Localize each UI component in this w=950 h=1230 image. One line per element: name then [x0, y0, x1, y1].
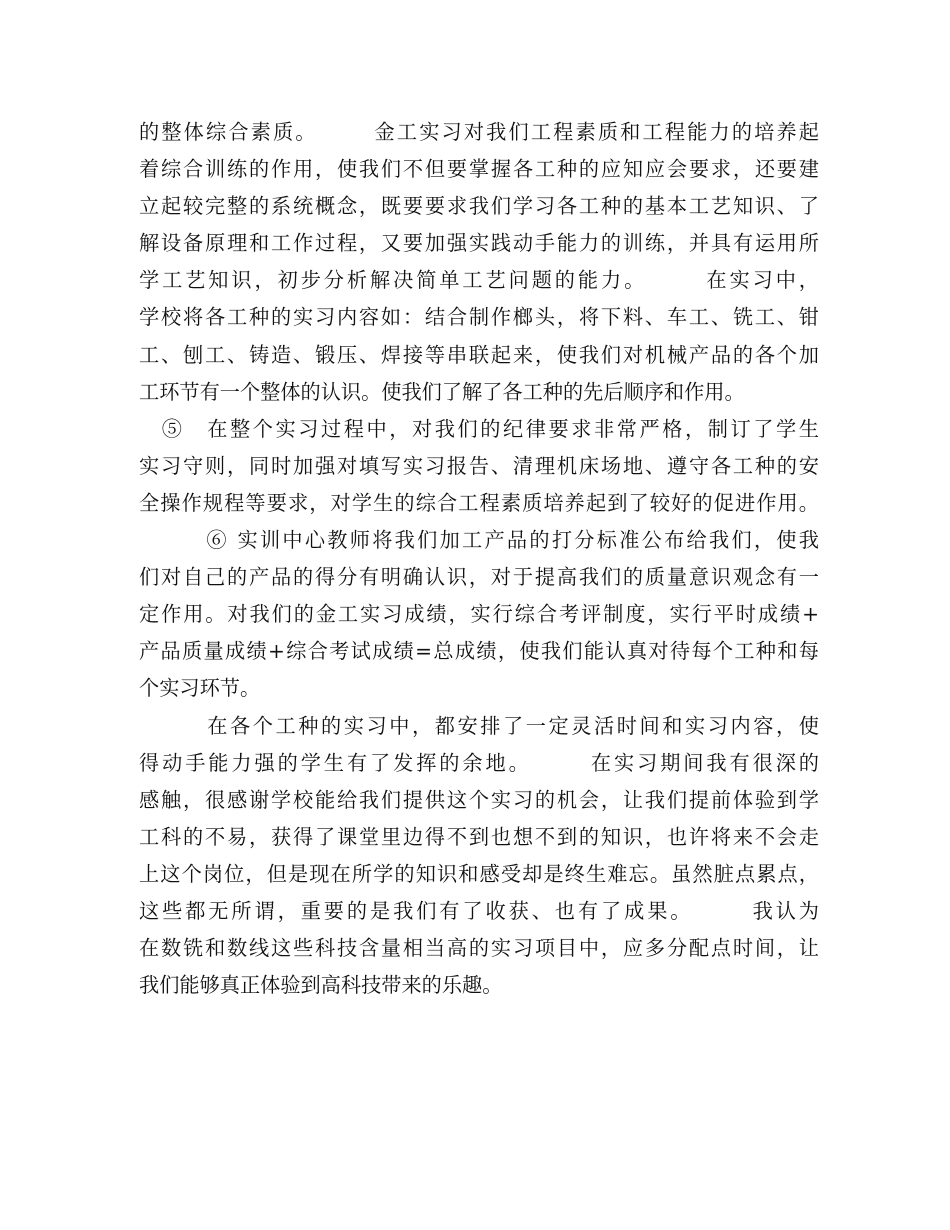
- text-line: ⑤ 在整个实习过程中，对我们的纪律要求非常严格，制订了学生: [139, 416, 819, 441]
- text-line: 学校将各工种的实习内容如：结合制作榔头，将下料、车工、铣工、钳: [139, 305, 819, 330]
- text-line: 个实习环节。: [139, 676, 261, 701]
- text-line: 上这个岗位，但是现在所学的知识和感受却是终生难忘。虽然脏点累点，: [139, 861, 819, 886]
- text-line: 的整体综合素质。 金工实习对我们工程素质和工程能力的培养起: [139, 120, 819, 144]
- text-line: 们对自己的产品的得分有明确认识，对于提高我们的质量意识观念有一: [139, 565, 819, 590]
- text-line: 解设备原理和工作过程，又要加强实践动手能力的训练，并具有运用所: [139, 231, 819, 256]
- body-text: [139, 114, 819, 1004]
- text-line: 感触，很感谢学校能给我们提供这个实习的机会，让我们提前体验到学: [139, 787, 819, 812]
- text-line: 得动手能力强的学生有了发挥的余地。 在实习期间我有很深的: [139, 750, 819, 775]
- text-line: 我们能够真正体验到高科技带来的乐趣。: [139, 973, 503, 998]
- text-line: 定作用。对我们的金工实习成绩，实行综合考评制度，实行平时成绩+: [139, 602, 819, 627]
- text-line: 这些都无所谓，重要的是我们有了收获、也有了成果。 我认为: [139, 898, 819, 923]
- text-line: 着综合训练的作用，使我们不但要掌握各工种的应知应会要求，还要建: [139, 157, 819, 182]
- text-line: 产品质量成绩+综合考试成绩=总成绩，使我们能认真对待每个工种和每: [139, 639, 819, 664]
- text-line: 立起较完整的系统概念，既要要求我们学习各工种的基本工艺知识、了: [139, 194, 819, 219]
- text-line: 学工艺知识，初步分析解决简单工艺问题的能力。 在实习中，: [139, 268, 819, 293]
- text-line: 全操作规程等要求，对学生的综合工程素质培养起到了较好的促进作用。: [139, 490, 819, 515]
- text-line: ⑥ 实训中心教师将我们加工产品的打分标准公布给我们，使我: [139, 528, 819, 553]
- text-line: 在各个工种的实习中，都安排了一定灵活时间和实习内容，使: [139, 713, 819, 738]
- text-line: 工环节有一个整体的认识。使我们了解了各工种的先后顺序和作用。: [139, 379, 745, 404]
- text-line: 工、刨工、铸造、锻压、焊接等串联起来，使我们对机械产品的各个加: [139, 342, 819, 367]
- text-line: 在数铣和数线这些科技含量相当高的实习项目中，应多分配点时间，让: [139, 936, 819, 961]
- text-line: 工科的不易，获得了课堂里边得不到也想不到的知识，也许将来不会走: [139, 824, 819, 849]
- text-line: 实习守则，同时加强对填写实习报告、清理机床场地、遵守各工种的安: [139, 453, 819, 478]
